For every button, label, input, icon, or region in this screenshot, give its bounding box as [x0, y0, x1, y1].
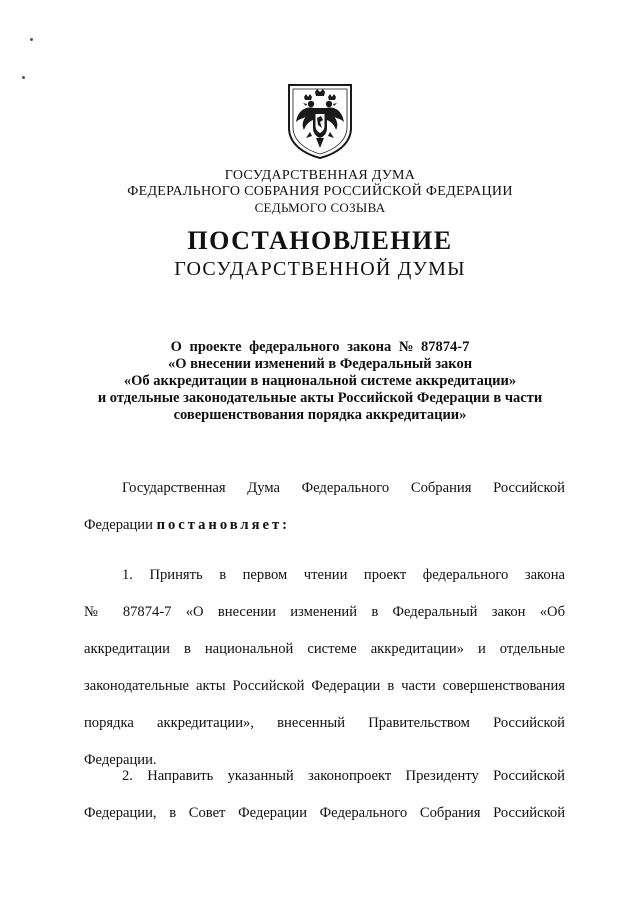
- document-type-title: ПОСТАНОВЛЕНИЕ: [187, 226, 453, 255]
- document-subject: [60, 339, 580, 424]
- scan-speck: [30, 38, 33, 41]
- body-line: 1. Принять в первом чтении проект федерального закона: [122, 567, 565, 583]
- subject-line: и отдельные законодательные акты Российской Федерации в части: [97, 390, 543, 406]
- document-type-subtitle: ГОСУДАРСТВЕННОЙ ДУМЫ: [174, 258, 466, 280]
- body-line: Государственная Дума Федерального Собрания Российской: [122, 480, 565, 496]
- subject-line: совершенствования порядка аккредитации»: [173, 407, 467, 423]
- coat-of-arms-icon: [286, 82, 354, 160]
- body-line: аккредитации в национальной системе аккредитации» и отдельные: [84, 641, 565, 657]
- body-line: Федерации: [84, 517, 153, 533]
- item-2-paragraph: [84, 766, 565, 823]
- subject-line: «Об аккредитации в национальной системе аккредитации»: [123, 373, 517, 389]
- body-line: порядка аккредитации», внесенный Правительством Российской: [84, 715, 565, 731]
- item-1-paragraph: [84, 565, 565, 770]
- decision-keyword: постановляет:: [156, 517, 291, 533]
- body-line: Федерации.: [84, 752, 157, 768]
- convocation-line: СЕДЬМОГО СОЗЫВА: [254, 200, 386, 215]
- body-line: 2. Направить указанный законопроект Президенту Российской: [122, 768, 565, 784]
- subject-line: «О внесении изменений в Федеральный закон: [167, 356, 473, 372]
- preamble-decision-line: [84, 515, 565, 535]
- org-name-line-1: ГОСУДАРСТВЕННАЯ ДУМА: [224, 168, 416, 183]
- body-line: законодательные акты Российской Федерации в части совершенствования: [84, 678, 565, 694]
- body-line: № 87874-7 «О внесении изменений в Федеральный закон «Об: [84, 604, 565, 620]
- scan-speck: [22, 76, 25, 79]
- subject-line: О проекте федерального закона № 87874-7: [170, 339, 470, 355]
- org-name-line-2: ФЕДЕРАЛЬНОГО СОБРАНИЯ РОССИЙСКОЙ ФЕДЕРАЦИИ: [127, 184, 513, 199]
- preamble-paragraph: [84, 478, 565, 498]
- body-line: Федерации, в Совет Федерации Федерального Собрания Российской: [84, 805, 565, 821]
